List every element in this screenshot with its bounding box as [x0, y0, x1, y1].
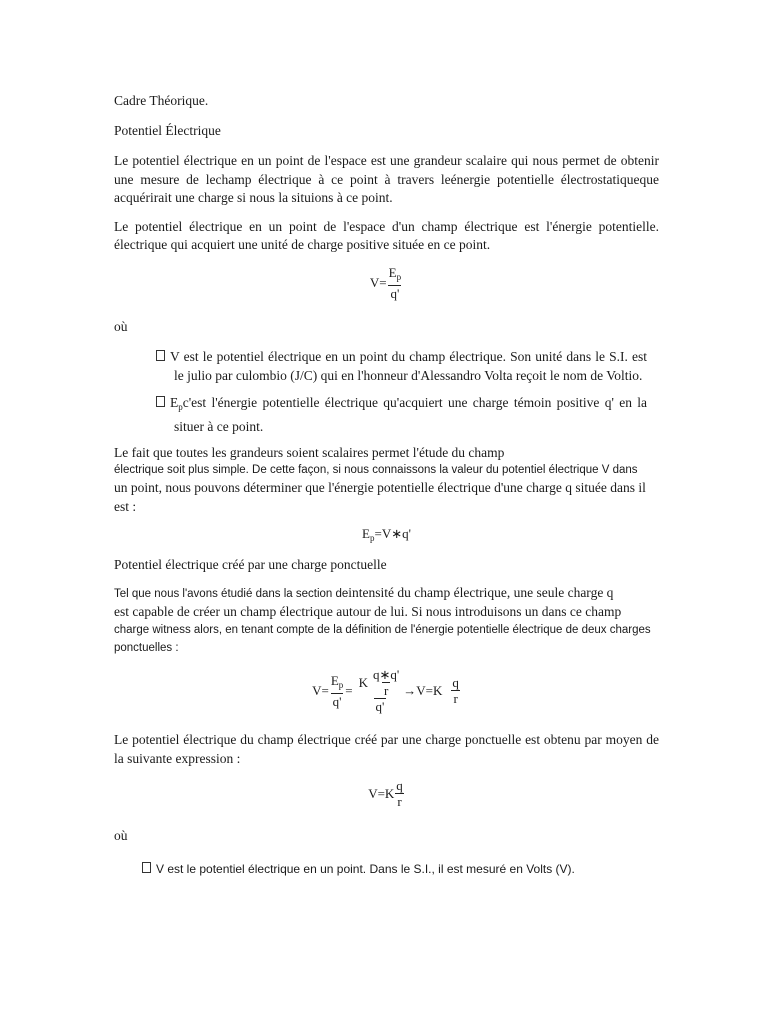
section-title: Cadre Théorique. — [114, 93, 209, 108]
formula-potential — [114, 265, 659, 309]
paragraph-scalar-c: un point, nous pouvons déterminer que l'énergie potentielle électrique d'une charge q située dans il est : — [114, 480, 646, 514]
paragraph-point-charge-b: est capable de créer un champ électrique autour de lui. Si nous introduisons un dans ce champ — [114, 604, 622, 619]
paragraph-point-charge-c: charge witness alors, en tenant compte de la définition de l'énergie potentielle électrique de deux charges ponctuelles : — [114, 624, 651, 654]
paragraph-definition-2: Le potentiel électrique en un point de l'espace d'un champ électrique est l'énergie potentielle. électrique qui acquiert une unité de charge positive située en ce point. — [114, 218, 659, 252]
paragraph-point-charge-a: Tel que nous l'avons étudié dans la section deintensité du champ électrique, une seule charge q — [114, 585, 614, 600]
paragraph-expression: Le potentiel électrique du champ électrique créé par une charge ponctuelle est obtenu par moyen de la suivante expression : — [114, 732, 659, 766]
formula-fraction — [387, 265, 403, 301]
formula-energy: $E_p=V∗q'$ — [362, 526, 411, 543]
bullet-box-icon — [156, 350, 165, 361]
formula-lhs: V= — [369, 274, 387, 290]
bullet-item-v: V est le potentiel électrique en un point du champ électrique. Son unité dans le S.I. est le julio par culombio (J/C) qui en l'honneur d'Alessandro Volta reçoit le nom de Voltio. — [156, 347, 647, 385]
subsection-title-ponctuelle: Potentiel électrique créé par une charge ponctuelle — [114, 557, 387, 572]
bullet-box-icon — [156, 396, 165, 407]
bullet-item-volts: V est le potentiel électrique en un point. Dans le S.I., il est mesuré en Volts (V). — [142, 860, 647, 879]
paragraph-scalar-b: électrique soit plus simple. De cette façon, si nous connaissons la valeur du potentiel électrique V dans — [114, 464, 638, 476]
ou-label-2: où — [114, 828, 128, 843]
formula-point-charge: V= $\frac{E_p}{q'}$ = K $\frac{q∗q'}{r}$ q' →V=K $\frac{q}{r}$ — [312, 667, 459, 714]
formula-potential-point: V=K $\frac{q}{r}$ — [368, 778, 403, 809]
paragraph-scalar-a: Le fait que toutes les grandeurs soient scalaires permet l'étude du champ — [114, 444, 505, 460]
formula-numerator: $E_p$ — [388, 264, 402, 282]
ou-label: où — [114, 318, 128, 334]
document-page — [114, 92, 659, 887]
subsection-title-potentiel: Potentiel Électrique — [114, 123, 221, 138]
bullet-item-ep: $E_pc'est$ l'énergie potentielle électrique qu'acquiert une charge témoin positive q' en la situer à ce point. — [156, 393, 647, 436]
paragraph-definition: Le potentiel électrique en un point de l'espace est une grandeur scalaire qui nous permet de obtenir une mesure de lechamp électrique à ce point à travers leénergie potentielle électrostatiqueque acquérirait une charge si nous la situions à ce point. — [114, 153, 659, 205]
formula-denominator: q' — [390, 285, 400, 301]
bullet-box-icon — [142, 862, 151, 873]
